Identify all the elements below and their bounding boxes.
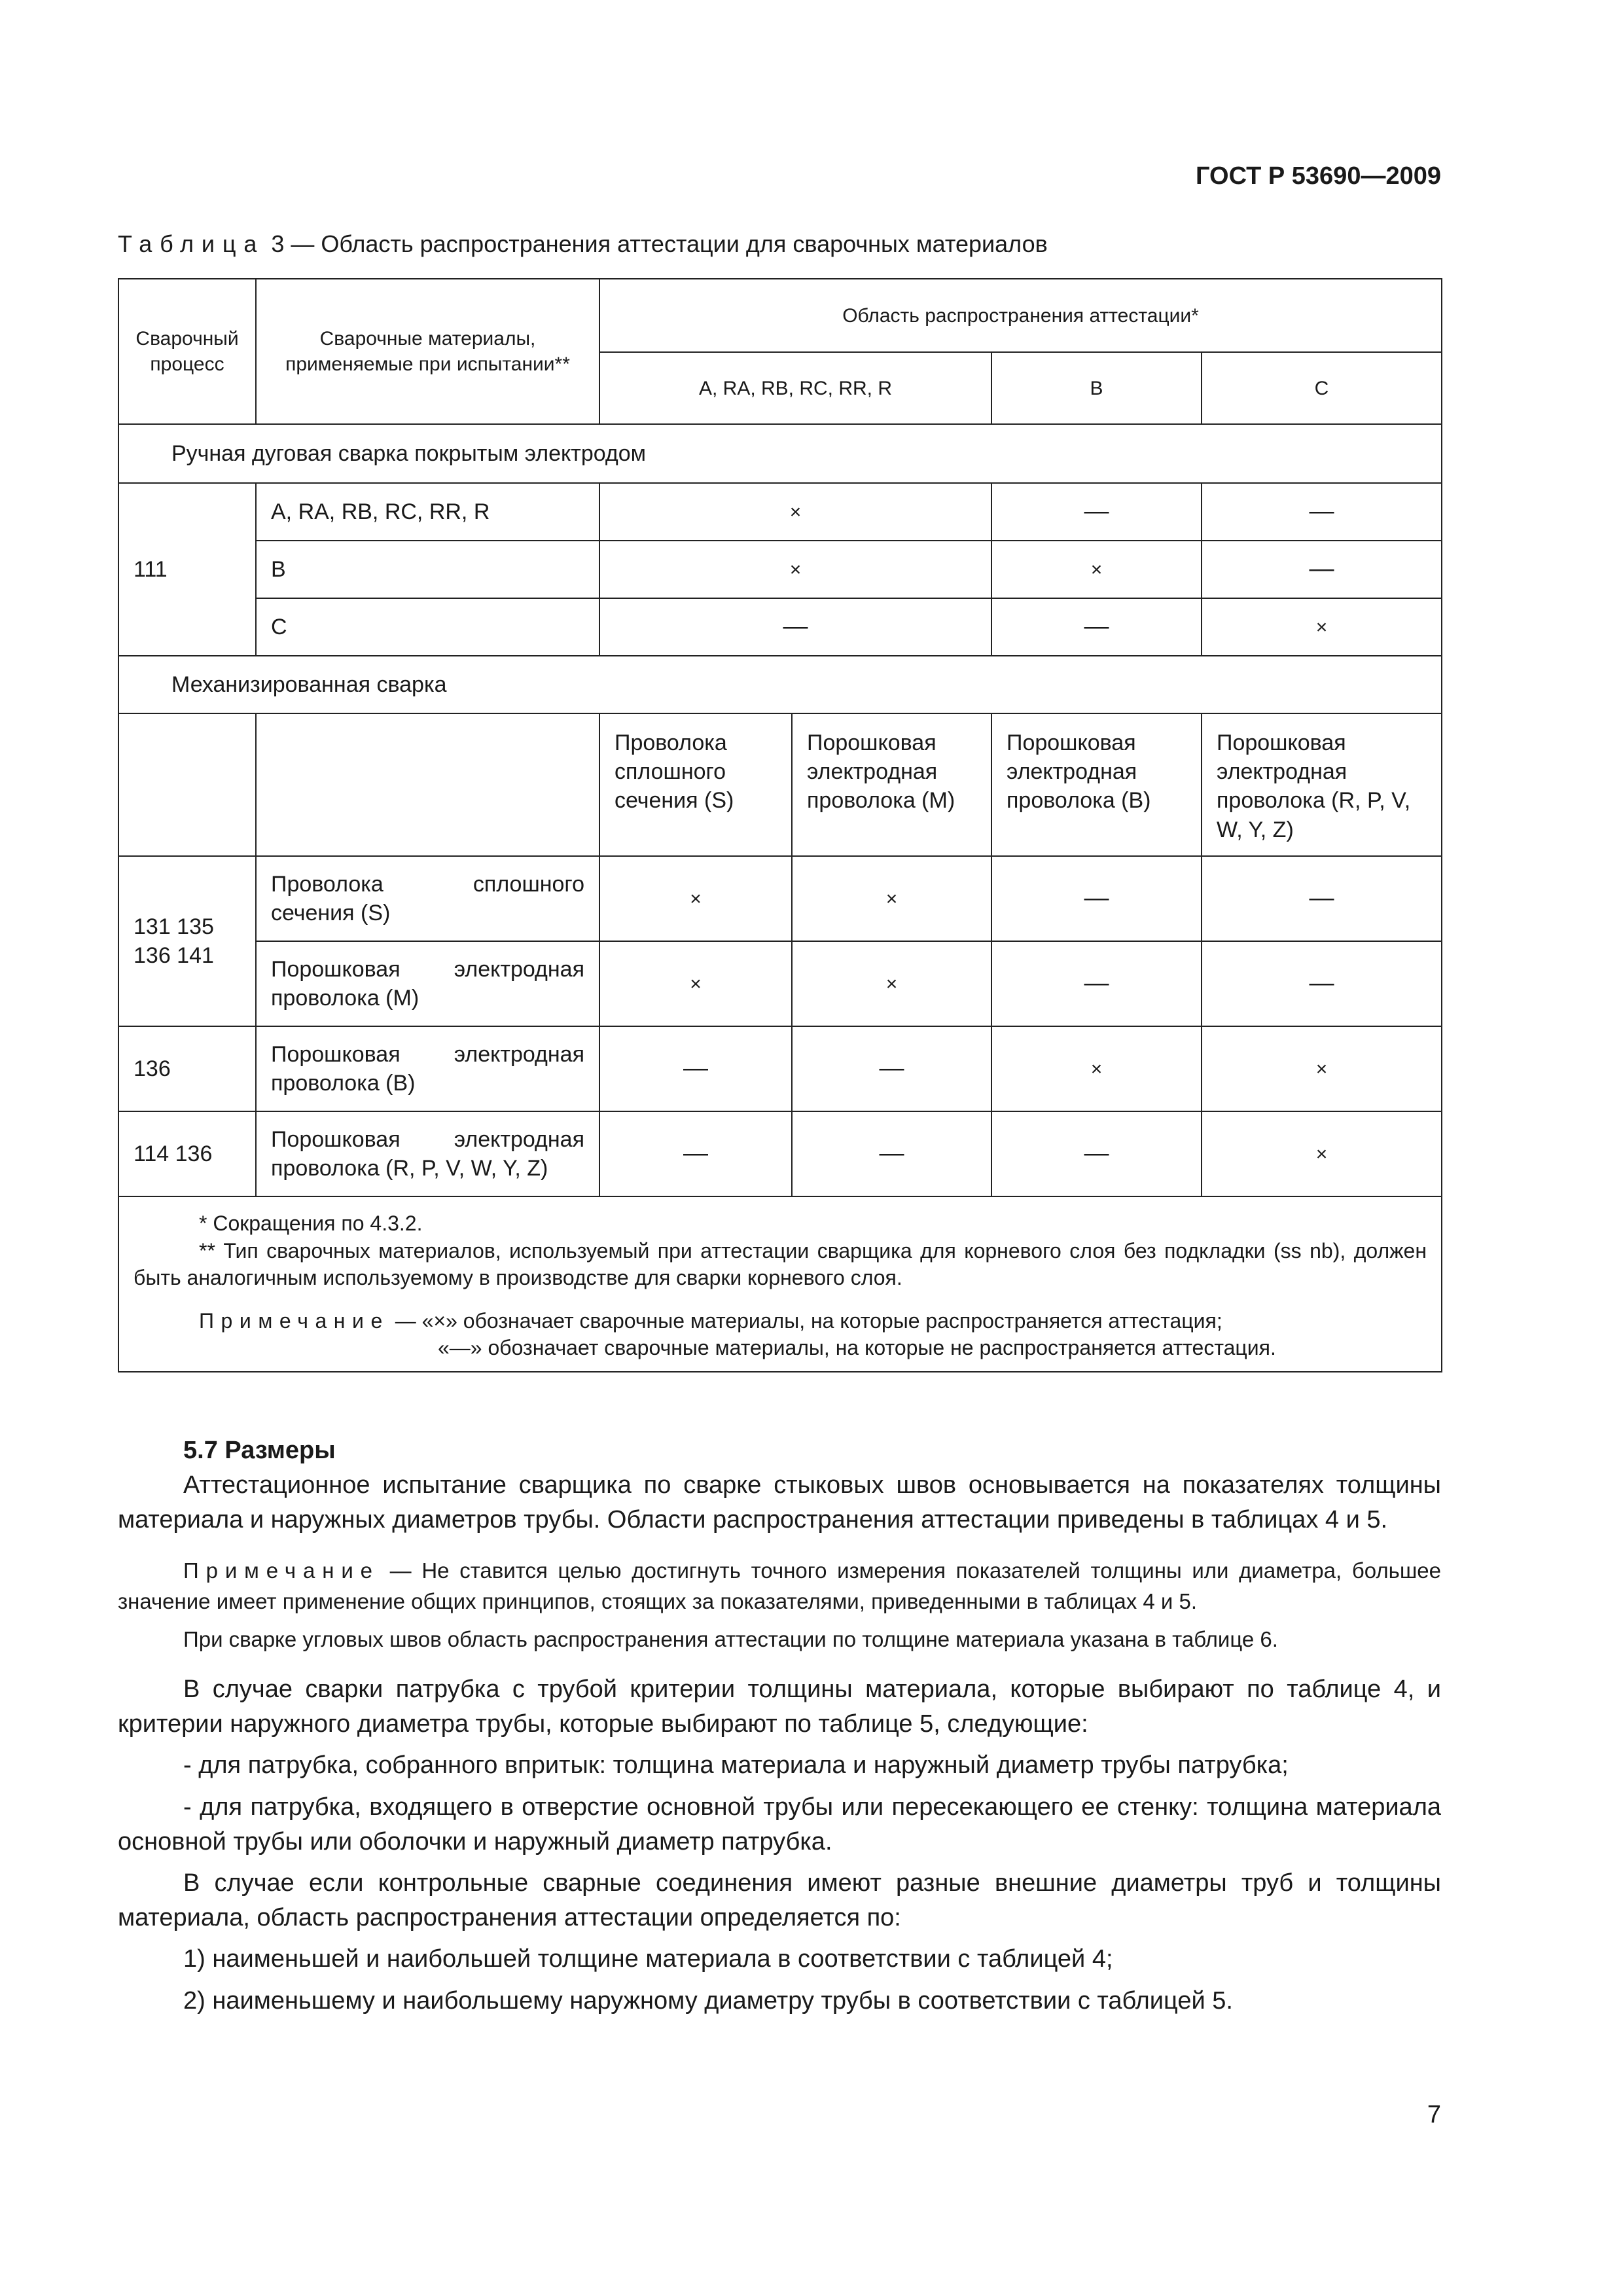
process-cell-114-136: 114 136 [118, 1111, 256, 1196]
table-cell-dash: — [792, 1026, 991, 1111]
process-cell-136: 136 [118, 1026, 256, 1111]
numbered-item-2: 2) наименьшему и наибольшему наружному диаметру трубы в соответствии с таблицей 5. [183, 1986, 1233, 2015]
empty-cell [118, 713, 256, 856]
document-code: ГОСТ Р 53690—2009 [1196, 162, 1441, 190]
table-cell-dash: — [991, 598, 1202, 656]
material-cell: B [256, 541, 599, 598]
table-note-label: Примечание [199, 1308, 389, 1333]
subheader-wire-s: Проволока сплошного сечения (S) [599, 713, 792, 856]
table-cell-dash: — [1202, 483, 1442, 541]
numbered-item-1: 1) наименьшей и наибольшей толщине материала в соответствии с таблицей 4; [183, 1945, 1113, 1973]
material-cell: Проволока сплошного сечения (S) [256, 856, 599, 941]
qualification-table [118, 278, 1442, 1372]
table-cell-dash: — [1202, 541, 1442, 598]
section-paragraph-1: Аттестационное испытание сварщика по сварке стыковых швов основывается на показателях толщины материала и наружных диаметров трубы. Области распространения аттестации приведены в таблицах 4 и 5. [118, 1471, 1441, 1534]
table-cell-dash: — [1202, 941, 1442, 1026]
material-cell: C [256, 598, 599, 656]
table-note-line-2: «—» обозначает сварочные материалы, на которые не распространяется аттестация. [438, 1336, 1276, 1360]
material-cell: A, RA, RB, RC, RR, R [256, 483, 599, 541]
table-caption [118, 230, 1048, 258]
table-cell-x: × [1202, 1111, 1442, 1196]
table-cell-x: × [991, 1026, 1202, 1111]
header-process: Сварочный процесс [118, 279, 256, 424]
process-cell-111: 111 [118, 483, 256, 656]
section-paragraph-3: В случае если контрольные сварные соединения имеют разные внешние диаметры труб и толщины материала, область распространения аттестации определяется по: [118, 1869, 1441, 1932]
material-cell: Порошковая электродная проволока (R, P, V, W, Y, Z) [256, 1111, 599, 1196]
group-title-mechanized: Механизированная сварка [118, 656, 1442, 713]
table-cell-x: × [1202, 1026, 1442, 1111]
section-paragraph-2: В случае сварки патрубка с трубой критерии толщины материала, которые выбирают по таблице 4, и критерии наружного диаметра трубы, которые выбирают по таблице 5, следующие: [118, 1676, 1441, 1738]
header-scope: Область распространения аттестации* [599, 279, 1442, 352]
header-materials: Сварочные материалы, применяемые при испытании** [256, 279, 599, 424]
section-note [118, 1555, 1441, 1618]
section-note-text: — Не ставится целью достигнуть точного измерения показателей толщины или диаметра, большее значение имеет применение общих принципов, стоящих за показателями, приведенными в таблицах 4 и 5. [118, 1558, 1441, 1614]
table-cell-x: × [1202, 598, 1442, 656]
subheader-wire-m: Порошковая электродная проволока (M) [792, 713, 991, 856]
table-caption-label: Таблица [118, 230, 265, 257]
subheader-wire-b: Порошковая электродная проволока (B) [991, 713, 1202, 856]
section-note-2: При сварке угловых швов область распространения аттестации по толщине материала указана в таблице 6. [183, 1627, 1278, 1652]
header-col-b: B [991, 352, 1202, 424]
table-cell-dash: — [599, 598, 991, 656]
group-title-manual: Ручная дуговая сварка покрытым электродом [118, 424, 1442, 483]
table-cell-x: × [792, 856, 991, 941]
section-note-label: Примечание [183, 1558, 380, 1583]
page-number: 7 [1427, 2101, 1441, 2128]
section-heading: 5.7 Размеры [183, 1437, 336, 1464]
list-item-set-in: - для патрубка, входящего в отверстие основной трубы или пересекающего ее стенку: толщина материала основной трубы или оболочки и наружный диаметр патрубка. [118, 1793, 1441, 1856]
subheader-wire-rpvwyz: Порошковая электродная проволока (R, P, V, W, Y, Z) [1202, 713, 1442, 856]
process-cell-131-141: 131 135 136 141 [118, 856, 256, 1026]
empty-cell [256, 713, 599, 856]
footnote-root-layer: ** Тип сварочных материалов, используемый при аттестации сварщика для корневого слоя без подкладки (ss nb), должен быть аналогичным используемому в производстве для сварки корневого слоя. [134, 1238, 1427, 1290]
table-cell-dash: — [991, 941, 1202, 1026]
table-note [134, 1308, 1427, 1335]
table-caption-text: 3 — Область распространения аттестации для сварочных материалов [271, 230, 1048, 257]
table-cell-x: × [991, 541, 1202, 598]
table-cell-dash: — [599, 1111, 792, 1196]
table-note-line-1: — «×» обозначает сварочные материалы, на которые распространяется аттестация; [395, 1308, 1222, 1333]
table-cell-dash: — [991, 856, 1202, 941]
table-cell-dash: — [1202, 856, 1442, 941]
material-cell: Порошковая электродная проволока (M) [256, 941, 599, 1026]
table-cell-x: × [792, 941, 991, 1026]
table-cell-dash: — [991, 483, 1202, 541]
table-cell-x: × [599, 941, 792, 1026]
section-5-7 [118, 1433, 1441, 2018]
header-col-a: A, RA, RB, RC, RR, R [599, 352, 991, 424]
table-cell-dash: — [991, 1111, 1202, 1196]
footnote-abbreviations: * Сокращения по 4.3.2. [199, 1211, 423, 1235]
table-cell-dash: — [792, 1111, 991, 1196]
header-col-c: C [1202, 352, 1442, 424]
table-cell-x: × [599, 541, 991, 598]
table-cell-dash: — [599, 1026, 792, 1111]
material-cell: Порошковая электродная проволока (B) [256, 1026, 599, 1111]
table-notes [118, 1196, 1442, 1372]
table-cell-x: × [599, 483, 991, 541]
table-cell-x: × [599, 856, 792, 941]
list-item-butt: - для патрубка, собранного впритык: толщина материала и наружный диаметр трубы патрубка; [183, 1751, 1289, 1780]
